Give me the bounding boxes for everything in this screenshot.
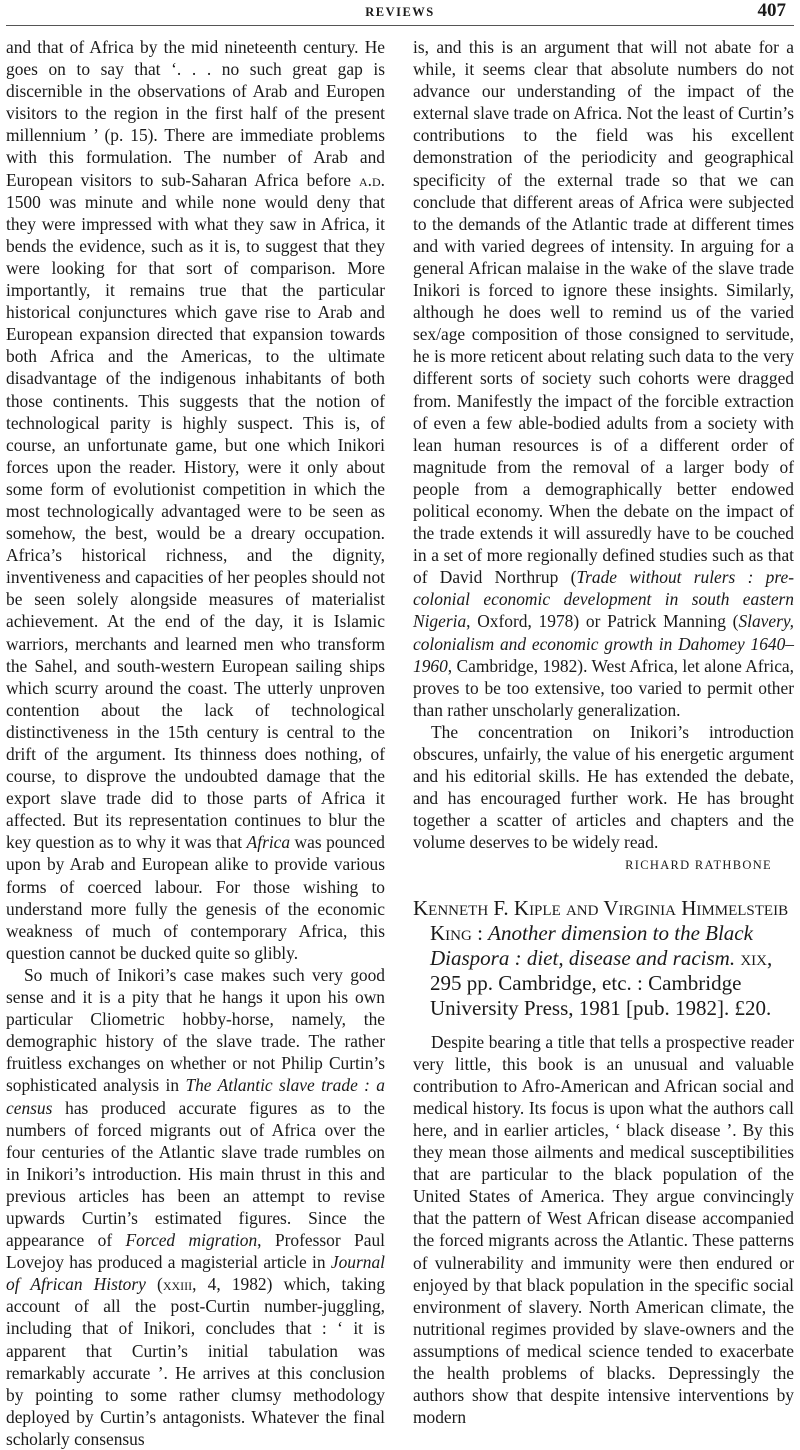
text-run: The Atlantic slave trade : a census xyxy=(6,1075,385,1118)
text-run: , Oxford, 1978) or Patrick Manning ( xyxy=(466,611,739,632)
text-run: xix xyxy=(740,945,767,970)
running-head: REVIEWS xyxy=(365,5,435,19)
text-run: Despite bearing a title that tells a prospective reader very little, this book is an unusual and valuable contribution to Afro-American and African social and medical history. Its focus is upon what the authors call here, and in earlier articles, ‘ black disease ’. By this they mean those ailments and medical susceptibilities that are particular to the black population of the United States of America. They argue convincingly that the pattern of West African disease accompanied the forced migrants across the Atlantic. These patterns of vulnerability and immunity were then endured or enjoyed by that black population in the specific social environment of slavery. North American climate, the nutritional regimes provided by slave-owners and the assumptions of medical science tended to exacerbate the health problems of blacks. Depressingly the authors show that despite intensive interventions by modern xyxy=(413,1031,794,1428)
paragraph xyxy=(6,36,385,964)
text-run: Kenneth F. Kiple and Virginia Himmelsteib King xyxy=(413,895,789,945)
left-column xyxy=(6,36,385,1450)
text-run: is, and this is an argument that will not abate for a while, it seems clear that absolute numbers do not advance our understanding of the impact of the external slave trade on Africa. Not the least of Curtin’s contributions to the field was his excellent demonstration of the periodicity and geographical specificity of the external trade so that we can conclude that different areas of Africa were subjected to the demands of the Atlantic trade at different times and with varied degrees of intensity. In arguing for a general African malaise in the wake of the slave trade Inikori is forced to ignore these insights. Similarly, although he does well to remind us of the varied sex/age composition of those consigned to servitude, he is more reticent about relating such data to the very different sorts of society such cohorts were dragged from. Manifestly the impact of the forcible extraction of even a few able-bodied adults from a society with lean human resources is of a different order of magnitude from the removal of a larger body of people from a demographically better endowed political economy. When the debate on the impact of the trade extends it will assuredly have to be couched in a set of more regionally defined studies such as that of David Northrup ( xyxy=(413,37,794,588)
paragraph xyxy=(413,1031,794,1429)
text-run: Another dimension to the Black Diaspora : diet, disease and racism. xyxy=(430,920,753,970)
text-run: , 4, 1982) which, taking account of all the post-Curtin number-juggling, including that of Inikori, concludes that : ‘ it is apparent that Curtin’s initial tabulation was remarkably accurate ’. He arrives at this conclusion by pointing to some rather clumsy methodology deployed by Curtin’s antagonists. Whatever the final scholarly consensus xyxy=(6,1274,386,1449)
reviewer-signature: RICHARD RATHBONE xyxy=(625,858,772,873)
text-run: ( xyxy=(145,1274,163,1295)
right-column xyxy=(413,36,794,1428)
text-run: , 295 pp. Cambridge, etc. : Cambridge University Press, 1981 [pub. 1982]. £20. xyxy=(430,945,773,1020)
text-run: Trade without rulers : pre-colonial economic development in south eastern Nigeria xyxy=(413,567,795,632)
paragraph xyxy=(413,36,794,721)
book-heading xyxy=(413,896,794,1021)
page-number: 407 xyxy=(757,0,786,21)
paragraph xyxy=(6,964,385,1450)
text-run: The concentration on Inikori’s introduction obscures, unfairly, the value of his energetic argument and his editorial skills. He has extended the debate, and has encouraged further work. He has brought together a scatter of articles and chapters and the volume deserves to be widely read. xyxy=(413,721,794,853)
text-run: : xyxy=(471,920,489,945)
text-run: a.d. xyxy=(358,169,385,190)
text-run: Africa xyxy=(246,832,291,853)
page-header xyxy=(0,0,800,26)
text-run: 1500 was minute and while none would deny that they were impressed with what they saw in Africa, it bends the evidence, such as it is, to suggest that they were looking for that sort of comparison. More importantly, it remains true that the particular historical conjunctures which gave rise to Arab and European expansion directed that expansion towards both Africa and the Americas, to the ultimate disadvantage of the indigenous inhabitants of both those continents. This suggests that the notion of technological parity is highly suspect. This is, of course, an unfortunate game, but one which Inikori forces upon the reader. History, were it only about some form of evolutionist competition in which the most technologically advantaged were to be seen as somehow, the best, would be a dreary occupation. Africa’s historical richness, and the dignity, inventiveness and capacities of her peoples should not be seen solely alongside measures of materialist achievement. At the end of the day, it is Islamic warriors, merchants and learned men who transform the Sahel, and south-western European sailing ships which scurry around the coast. The utterly unproven contention about the lack of technological distinctiveness in the 15th century is central to the drift of the argument. Its thinness does nothing, of course, to disprove the undoubted damage that the export slave trade did to those parts of Africa it affected. But its representation continues to blur the key question as to why it was that xyxy=(6,191,385,853)
text-run: has produced accurate figures as to the numbers of forced migrants out of Africa over the four centuries of the Atlantic slave trade rumbles on in Inikori’s introduction. His main thrust in this and previous articles has been an attempt to revise upwards Curtin’s estimated figures. Since the appearance of xyxy=(6,1097,385,1251)
text-run: was pounced upon by Arab and European alike to provide various forms of coerced labour. For those wishing to understand more fully the genesis of the economic weakness of much of contemporary Africa, this question cannot be ducked quite so glibly. xyxy=(6,832,385,963)
text-run: , Professor Paul Lovejoy has produced a magisterial article in xyxy=(6,1230,385,1273)
paragraph xyxy=(413,721,794,854)
text-run: , Cambridge, 1982). West Africa, let alone Africa, proves to be too extensive, too varied to permit other than rather unscholarly generalization. xyxy=(413,655,794,720)
text-run: and that of Africa by the mid nineteenth century. He goes on to say that ‘. . . no such great gap is discernible in the observations of Arab and Europen visitors to the region in the first half of the present millennium ’ (p. 15). There are immediate problems with this formulation. The number of Arab and European visitors to sub-Saharan Africa before xyxy=(6,37,385,190)
text-run: xxiii xyxy=(162,1274,193,1295)
text-run: Forced migration xyxy=(125,1230,258,1251)
text-run: So much of Inikori’s case makes such very good sense and it is a pity that he hangs it upon his own particular Cliometric hobby-horse, namely, the demographic history of the slave trade. The rather fruitless exchanges on whether or not Philip Curtin’s sophisticated analysis in xyxy=(6,964,385,1096)
text-run: Slavery, colonialism and economic growth in Dahomey 1640–1960 xyxy=(413,611,794,676)
text-run: Journal of African History xyxy=(6,1252,385,1295)
header-rule xyxy=(6,25,794,26)
